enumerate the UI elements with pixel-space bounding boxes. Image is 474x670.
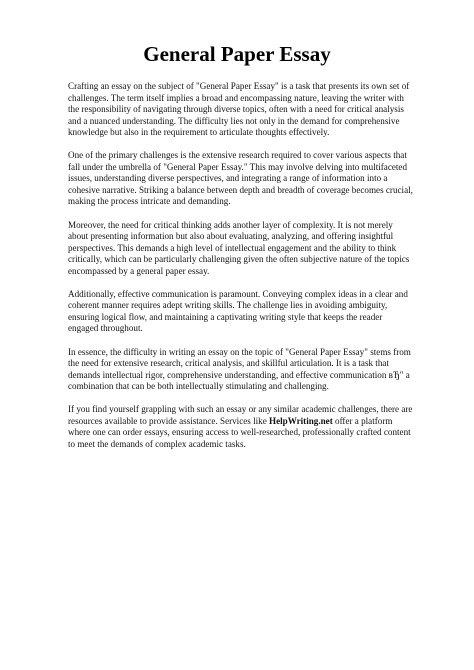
paragraph-5: In essence, the difficulty in writing an essay on the topic of "General Paper Essay" stems from the need for extensive research, critical analysis, and skillful articulation. It is a task that demands intellectual rigor, comprehensive understanding, and effective communication вЂ" a combination that can be both intellectually stimulating and challenging. (68, 346, 411, 392)
paragraph-1: Crafting an essay on the subject of "General Paper Essay" is a task that presents its own set of challenges. The term itself implies a broad and encompassing nature, leaving the writer with the responsibility of navigating through diverse topics, often with a need for critical analysis and a nuanced understanding. The difficulty lies not only in the demand for comprehensive knowledge but also in the requirement to articulate thoughts effectively. (68, 81, 410, 138)
document-title: General Paper Essay (143, 42, 331, 66)
paragraph-6 (68, 404, 414, 450)
paragraph-6-before: If you find yourself grappling with such an essay or any similar academic challenges, there are resources available to provide assistance. Services like (68, 404, 413, 426)
paragraph-6-after: offer a platform where one can order essays, ensuring access to well-researched, professionally crafted content to meet the demands of complex academic tasks. (68, 415, 411, 449)
paragraph-3: Moreover, the need for critical thinking adds another layer of complexity. It is not merely about presenting information but also about evaluating, analyzing, and offering insightful perspectives. This demands a high level of intellectual engagement and the ability to think critically, which can be particularly challenging given the often subjective nature of the topics encompassed by a general paper essay. (68, 219, 410, 276)
paragraph-2: One of the primary challenges is the extensive research required to cover various aspects that fall under the umbrella of "General Paper Essay." This may involve delving into multifaceted issues, understanding diverse perspectives, and integrating a range of information into a cohesive narrative. Striking a balance between depth and breadth of coverage becomes crucial, making the process intricate and demanding. (68, 150, 413, 207)
helpwriting-link[interactable]: HelpWriting.net (269, 415, 333, 426)
paragraph-4: Additionally, effective communication is paramount. Conveying complex ideas in a clear and coherent manner requires adept writing skills. The challenge lies in avoiding ambiguity, ensuring logical flow, and maintaining a captivating writing style that keeps the reader engaged throughout. (68, 288, 408, 334)
document-body (68, 81, 414, 462)
